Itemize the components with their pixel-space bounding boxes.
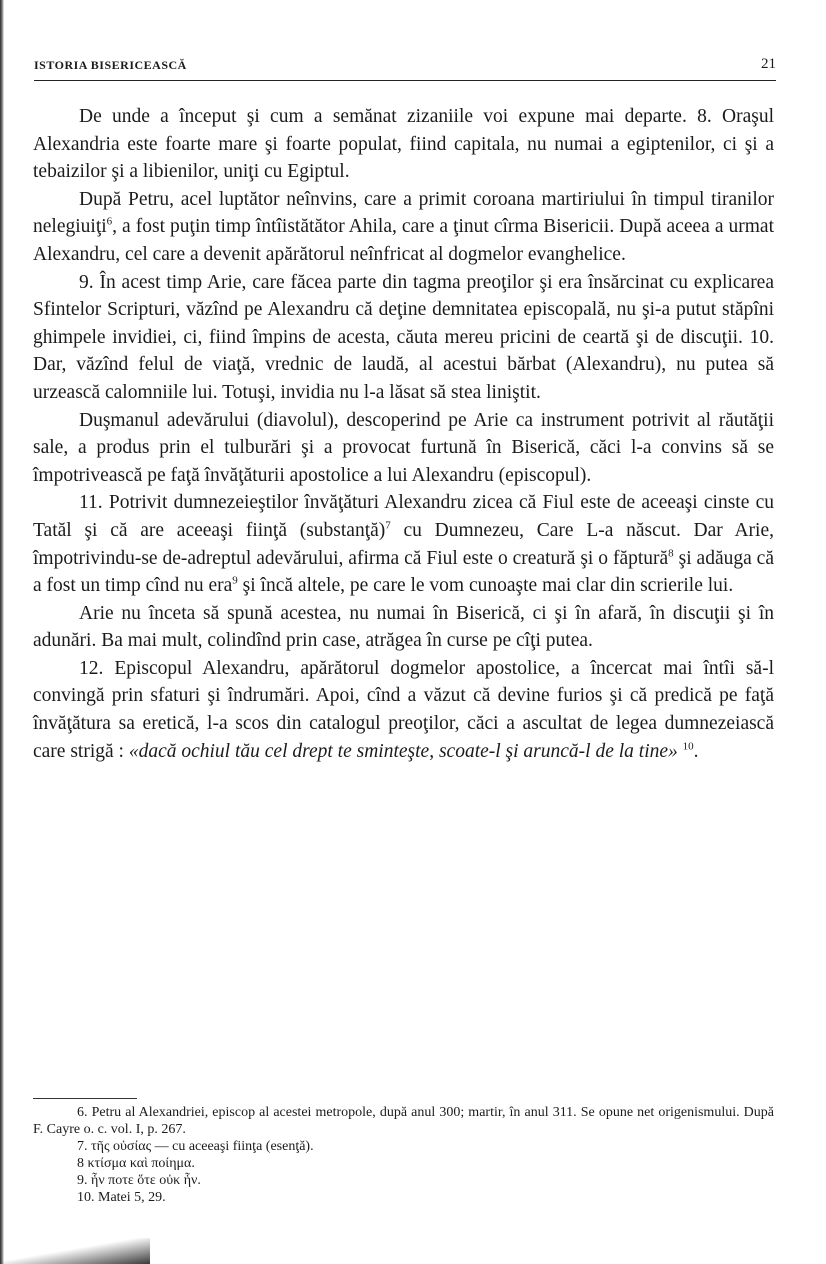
footnote-ref: 7: [385, 519, 391, 532]
paragraph-text: Arie nu înceta să spună acestea, nu numai în Biserică, ci şi în afară, în discuţii şi în adunări. Ba mai mult, colindînd prin case, atrăgea în curse pe cîţi putea.: [33, 602, 774, 652]
paragraph-text: .: [693, 740, 699, 762]
footnote-rule: [33, 1098, 137, 1099]
paragraph-text: 9. În acest timp Arie, care făcea parte din tagma preoţilor şi era însărcinat cu explicarea Sfintelor Scripturi, văzînd pe Alexandru că deţine demnitatea episcopală, nu şi-a putut stăpîni ghimpele invidiei, ci, fiind împins de acesta, căuta mereu pricini de ceartă şi de discuţii. 10. Dar, văzînd felul de viaţă, vrednic de laudă, al acestui bărbat (Alexandru), nu putea să urzească calomniile lui. Totuşi, invidia nu l-a lăsat să stea liniştit.: [33, 271, 774, 403]
page-number: 21: [761, 56, 776, 72]
main-text: [33, 103, 774, 765]
footnotes: [33, 1104, 774, 1206]
footnote-number: 7.: [77, 1139, 88, 1154]
paragraph-text: Duşmanul adevărului (diavolul), descoperind pe Arie ca instrument potrivit al răutăţii sale, a produs prin el tulburări şi a provocat furtună în Biserică, căci l-a convins să se împotrivească pe faţă învăţăturii apostolice a lui Alexandru (episcopul).: [33, 409, 774, 486]
paragraph: [33, 186, 774, 269]
footnote-text: τῆς οὐσίας — cu aceeaşi fiinţa (esenţă).: [91, 1139, 314, 1154]
footnote: [33, 1155, 774, 1172]
paragraph-text: De unde a început şi cum a semănat zizaniile voi expune mai departe. 8. Oraşul Alexandria este foarte mare şi foarte populat, fiind capitala, nu numai a egiptenilor, ci şi a tebaizilor şi a libienilor, uniţi cu Egiptul.: [33, 106, 774, 183]
footnote-ref: 10: [682, 740, 694, 753]
footnote-number: 6.: [77, 1105, 88, 1120]
footnote: [33, 1104, 774, 1138]
paragraph-text: şi adăuga că a fost un timp cînd nu era: [33, 547, 774, 597]
footnote: [33, 1189, 774, 1206]
footnote-number: 8: [77, 1156, 84, 1171]
paragraph: [33, 103, 774, 186]
paragraph-text: cu Dumnezeu, Care L-a născut. Dar Arie, împotrivindu-se de-adreptul adevărului, afirma că Fiul este o creatură şi o făptură: [33, 519, 774, 569]
page-edge: [0, 0, 4, 1264]
paragraph: [33, 600, 774, 655]
paragraph-text: , a fost puţin timp întîistătător Ahila, care a ţinut cîrma Bisericii. După aceea a urmat Alexandru, cel care a devenit apărătorul neînfricat al dogmelor evanghelice.: [33, 216, 774, 265]
footnote-text: Petru al Alexandriei, episcop al acestei metropole, după anul 300; martir, în anul 311. Se opune net origenismului. După F. Cayre o. c. vol. I, p. 267.: [33, 1105, 775, 1137]
header-title: ISTORIA BISERICEASCĂ: [34, 58, 187, 72]
footnote-ref: 9: [232, 574, 238, 587]
footnote-number: 9.: [77, 1173, 88, 1188]
paragraph: [33, 407, 774, 490]
paragraph-text: 12. Episcopul Alexandru, apărătorul dogmelor apostolice, a încercat mai întîi să-l convingă prin sfaturi şi îndrumări. Apoi, cînd a văzut că devine furios şi că predică pe faţă învăţătura sa eretică, l-a scos din catalogul preoţilor, căci a ascultat de legea dumnezeiască care strigă :: [33, 657, 774, 762]
paragraph: [33, 269, 774, 407]
footnote-ref: 8: [668, 547, 674, 559]
footnote-text: κτίσμα καὶ ποίημα.: [87, 1156, 195, 1171]
paragraph: [33, 489, 774, 599]
paragraph: [33, 655, 774, 765]
footnote-text: Matei 5, 29.: [98, 1190, 166, 1205]
bible-quote: «dacă ochiul tău cel drept te sminteşte, scoate-l şi aruncă-l de la tine»: [128, 740, 678, 762]
paragraph-text: şi încă altele, pe care le vom cunoaşte mai clar din scrierile lui.: [237, 575, 734, 597]
footnote: [33, 1138, 774, 1155]
footnote-text: ἦν ποτε ὅτε οὐκ ἦν.: [91, 1173, 201, 1188]
footnote: [33, 1172, 774, 1189]
footnote-ref: 6: [106, 215, 113, 228]
running-header: [34, 56, 776, 81]
scan-shadow: [0, 1238, 150, 1264]
paragraph-text: După Petru, acel luptător neînvins, care a primit coroana martiriului în timpul tiranilor nelegiuiţi: [33, 188, 774, 238]
footnote-number: 10.: [77, 1190, 95, 1205]
paragraph-text: 11. Potrivit dumnezeieştilor învăţături Alexandru zicea că Fiul este de aceeaşi cinste cu Tatăl şi că are aceeaşi fiinţă (substanţă): [33, 492, 774, 541]
